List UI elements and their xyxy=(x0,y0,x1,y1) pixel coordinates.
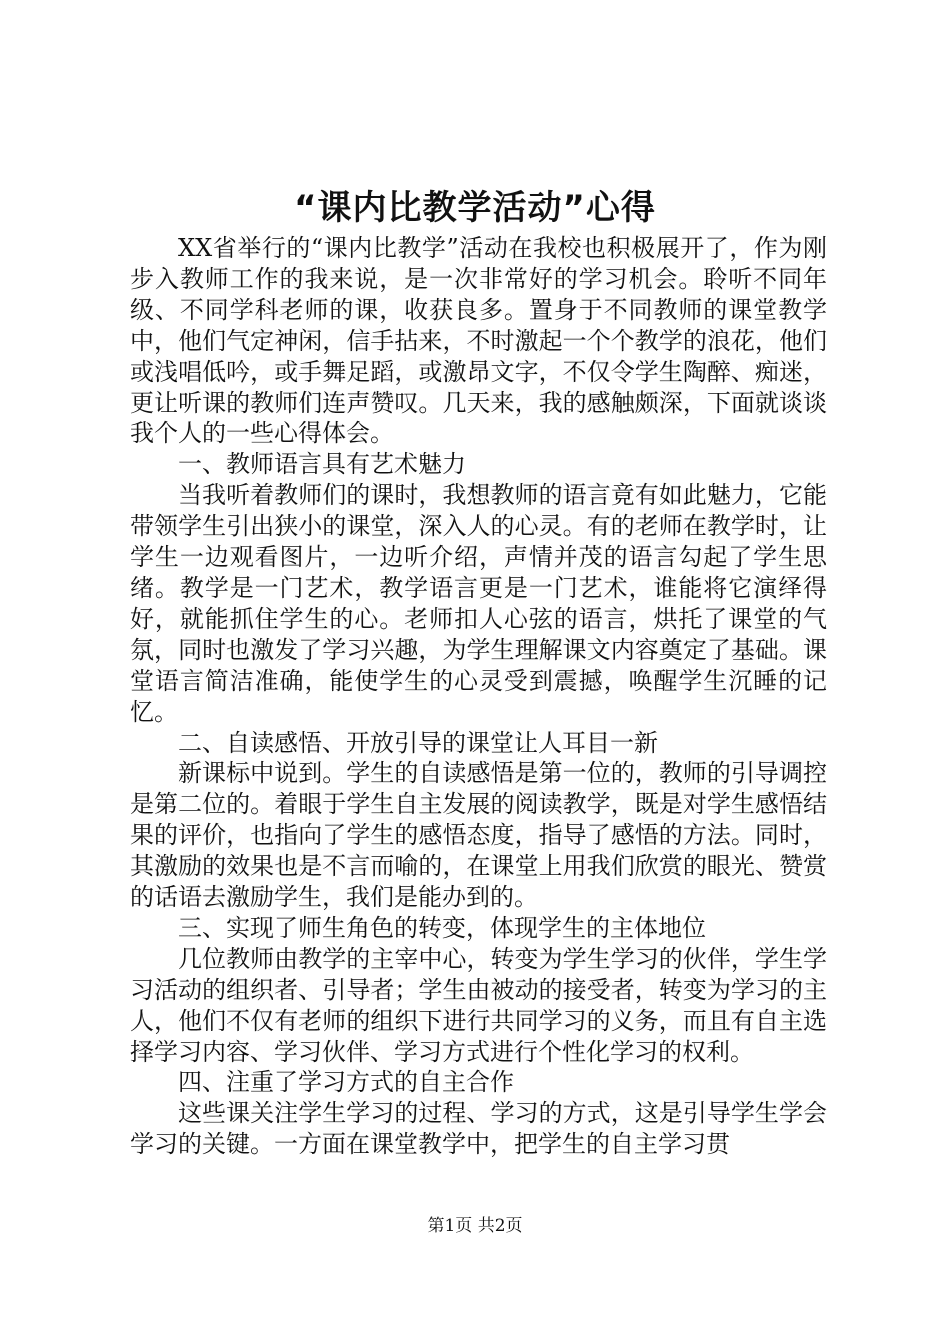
document-body xyxy=(130,233,827,1160)
paragraph-section-3: 几位教师由教学的主宰中心，转变为学生学习的伙伴，学生学习活动的组织者、引导者；学生由被动的接受者，转变为学习的主人，他们不仅有老师的组织下进行共同学习的义务，而且有自主选择学习内容、学习伙伴、学习方式进行个性化学习的权利。 xyxy=(130,944,827,1066)
page-title: “课内比教学活动”心得 xyxy=(294,188,656,228)
paragraph-section-1: 当我听着教师们的课时，我想教师的语言竟有如此魅力，它能带领学生引出狭小的课堂，深入人的心灵。有的老师在教学时，让学生一边观看图片，一边听介绍，声情并茂的语言勾起了学生思绪。教学是一门艺术，教学语言更是一门艺术，谁能将它演绎得好，就能抓住学生的心。老师扣人心弦的语言，烘托了课堂的气氛，同时也激发了学习兴趣，为学生理解课文内容奠定了基础。课堂语言简洁准确，能使学生的心灵受到震撼，唤醒学生沉睡的记忆。 xyxy=(130,481,827,726)
section-heading-1: 一、教师语言具有艺术魅力 xyxy=(178,450,466,479)
section-heading-4: 四、注重了学习方式的自主合作 xyxy=(178,1068,514,1097)
paragraph-section-4: 这些课关注学生学习的过程、学习的方式，这是引导学生学会学习的关键。一方面在课堂教学中，把学生的自主学习贯 xyxy=(130,1099,827,1159)
paragraph-intro: XX省举行的“课内比教学”活动在我校也积极展开了，作为刚步入教师工作的我来说，是一次非常好的学习机会。聆听不同年级、不同学科老师的课，收获良多。置身于不同教师的课堂教学中，他们气定神闲，信手拈来，不时激起一个个教学的浪花，他们或浅唱低吟，或手舞足蹈，或激昂文字，不仅令学生陶醉、痴迷，更让听课的教师们连声赞叹。几天来，我的感触颇深，下面就谈谈我个人的一些心得体会。 xyxy=(130,234,827,448)
section-heading-3: 三、实现了师生角色的转变，体现学生的主体地位 xyxy=(178,913,706,942)
page-footer: 第1页 共2页 xyxy=(427,1216,523,1236)
section-heading-2: 二、自读感悟、开放引导的课堂让人耳目一新 xyxy=(178,728,658,757)
paragraph-section-2: 新课标中说到。学生的自读感悟是第一位的，教师的引导调控是第二位的。着眼于学生自主发展的阅读教学，既是对学生感悟结果的评价，也指向了学生的感悟态度，指导了感悟的方法。同时，其激励的效果也是不言而喻的，在课堂上用我们欣赏的眼光、赞赏的话语去激励学生，我们是能办到的。 xyxy=(130,759,827,912)
